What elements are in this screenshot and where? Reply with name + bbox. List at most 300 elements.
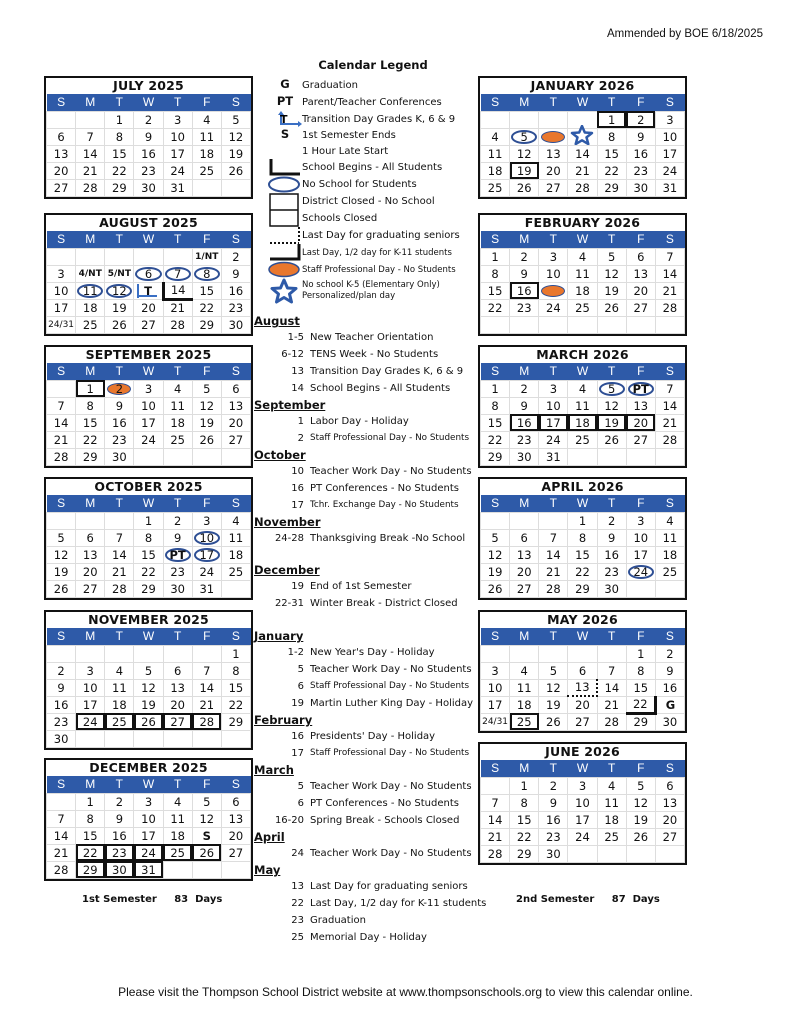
day-cell: 16 <box>221 282 250 299</box>
event-item: 22-31 Winter Break - District Closed <box>274 598 458 609</box>
day-cell: 23 <box>105 431 134 448</box>
day-cell: 26 <box>510 179 539 196</box>
day-cell: 25 <box>76 316 105 333</box>
weekday-header: M <box>510 628 539 645</box>
weekday-header: M <box>510 94 539 111</box>
day-cell: 12 <box>626 794 655 811</box>
month-heading-april: April <box>254 830 285 844</box>
calendar-january-2026 <box>478 76 687 199</box>
month-heading-march: March <box>254 763 294 777</box>
day-cell: 18 <box>76 299 105 316</box>
day-cell: 10 <box>76 679 105 696</box>
day-cell: 15 <box>76 827 105 844</box>
day-cell <box>568 128 597 145</box>
legend-semester-ends: S 1st Semester Ends <box>268 128 478 143</box>
day-cell: 9 <box>105 810 134 827</box>
day-cell: 26 <box>221 162 250 179</box>
day-cell: 30 <box>134 179 163 196</box>
day-cell: 26 <box>192 431 221 448</box>
day-cell: 28 <box>655 299 684 316</box>
event-item: 24 Teacher Work Day - No Students <box>291 848 472 859</box>
day-cell: 8 <box>568 529 597 546</box>
day-cell: 8 <box>221 662 250 679</box>
day-cell: 2 <box>163 512 192 529</box>
thick-bracket-icon <box>268 244 302 261</box>
weekday-header: W <box>134 363 163 380</box>
day-cell <box>76 512 105 529</box>
day-cell: 29 <box>626 713 655 730</box>
day-cell: 12 <box>510 145 539 162</box>
day-cell: 30 <box>105 861 134 878</box>
day-cell: 9 <box>47 679 76 696</box>
day-cell: 3 <box>134 380 163 397</box>
day-cell: 2 <box>510 248 539 265</box>
weekday-header: F <box>626 495 655 512</box>
day-cell: 16 <box>510 414 539 431</box>
day-cell <box>76 248 105 265</box>
day-cell: 27 <box>163 713 192 730</box>
weekday-header: M <box>510 231 539 248</box>
event-item: 13 Last Day for graduating seniors <box>291 881 468 892</box>
day-cell: 8 <box>76 810 105 827</box>
day-cell: 15 <box>481 414 510 431</box>
day-cell <box>192 448 221 465</box>
month-heading-november: November <box>254 515 321 529</box>
day-cell: 10 <box>134 397 163 414</box>
day-cell: 18 <box>192 145 221 162</box>
day-cell: 8 <box>105 128 134 145</box>
day-cell <box>163 448 192 465</box>
weekday-header: S <box>481 231 510 248</box>
day-cell: 24 <box>539 431 568 448</box>
day-cell <box>568 645 597 662</box>
day-cell: 26 <box>192 844 221 861</box>
weekday-header: S <box>655 231 684 248</box>
day-cell: 18 <box>597 811 626 828</box>
day-cell <box>655 448 684 465</box>
day-cell: 2 <box>221 248 250 265</box>
day-cell: 19 <box>597 282 626 299</box>
day-cell: 12 <box>192 810 221 827</box>
weekday-header: T <box>597 495 626 512</box>
day-cell <box>568 316 597 333</box>
legend-staff-pd: Staff Professional Day - No Students <box>268 261 478 278</box>
day-cell: 3 <box>568 777 597 794</box>
day-cell <box>655 316 684 333</box>
day-cell: 28 <box>597 713 626 730</box>
event-item: 6 Staff Professional Day - No Students <box>297 681 470 692</box>
weekday-header: T <box>163 495 192 512</box>
day-cell: 24 <box>539 299 568 316</box>
month-title: NOVEMBER 2025 <box>88 612 209 627</box>
day-cell: 8 <box>481 397 510 414</box>
day-cell: 5/NT <box>105 265 134 282</box>
event-item: 24-28 Thanksgiving Break -No School <box>274 533 466 544</box>
weekday-header: S <box>481 760 510 777</box>
day-cell: 1 <box>76 380 105 397</box>
weekday-header: T <box>105 363 134 380</box>
month-heading-october: October <box>254 448 306 462</box>
weekday-header: T <box>597 628 626 645</box>
day-cell: 11 <box>221 529 250 546</box>
day-cell: 12 <box>134 679 163 696</box>
weekday-header: W <box>134 776 163 793</box>
weekday-header: S <box>47 231 76 248</box>
day-cell: 30 <box>597 580 626 597</box>
day-cell: 4 <box>192 111 221 128</box>
day-cell: 31 <box>192 580 221 597</box>
day-cell: 24 <box>655 162 684 179</box>
day-cell: 17 <box>655 145 684 162</box>
day-cell: 25 <box>568 299 597 316</box>
day-cell: 1 <box>626 645 655 662</box>
day-cell: 18 <box>163 827 192 844</box>
day-cell: 19 <box>539 696 568 713</box>
day-cell: 21 <box>655 414 684 431</box>
weekday-header: W <box>568 94 597 111</box>
day-cell: 11 <box>568 397 597 414</box>
weekday-header: T <box>539 495 568 512</box>
day-cell: 14 <box>47 414 76 431</box>
day-cell: 29 <box>568 580 597 597</box>
day-cell: 26 <box>47 580 76 597</box>
day-cell: 19 <box>134 696 163 713</box>
day-cell <box>105 645 134 662</box>
weekday-header: S <box>655 628 684 645</box>
day-cell: 4 <box>221 512 250 529</box>
day-cell <box>655 580 684 597</box>
day-cell: 12 <box>47 546 76 563</box>
event-item: 6-12 TENS Week - No Students <box>281 349 439 360</box>
day-cell: 8 <box>481 265 510 282</box>
day-cell <box>192 645 221 662</box>
legend-late-start: 1 Hour Late Start <box>302 145 389 157</box>
day-cell: 13 <box>510 546 539 563</box>
event-item: 19 Martin Luther King Day - Holiday <box>291 698 474 709</box>
day-cell: 17 <box>192 546 221 563</box>
weekday-header: S <box>47 495 76 512</box>
day-cell <box>134 448 163 465</box>
day-cell: 24 <box>76 713 105 730</box>
day-cell: 29 <box>134 580 163 597</box>
day-cell: 2 <box>510 380 539 397</box>
day-cell: 4 <box>481 128 510 145</box>
day-cell: 29 <box>76 861 105 878</box>
day-cell: 26 <box>539 713 568 730</box>
day-cell <box>221 448 250 465</box>
day-cell: 18 <box>655 546 684 563</box>
weekday-header: W <box>568 363 597 380</box>
day-cell: 22 <box>481 299 510 316</box>
weekday-header: S <box>481 495 510 512</box>
day-cell: 25 <box>568 431 597 448</box>
day-cell: 6 <box>655 777 684 794</box>
weekday-header: M <box>76 628 105 645</box>
day-cell: 20 <box>163 696 192 713</box>
day-cell: 31 <box>134 861 163 878</box>
day-cell <box>655 845 684 862</box>
event-item: 6 PT Conferences - No Students <box>297 798 459 809</box>
day-cell <box>221 580 250 597</box>
weekday-header: S <box>47 776 76 793</box>
day-cell <box>105 730 134 747</box>
weekday-header: S <box>221 231 250 248</box>
day-cell: 31 <box>539 448 568 465</box>
day-cell: 17 <box>47 299 76 316</box>
day-cell: 2 <box>134 111 163 128</box>
day-cell: 2 <box>105 380 134 397</box>
day-cell: 22 <box>134 563 163 580</box>
orange-oval-icon <box>268 261 302 278</box>
day-cell: 28 <box>539 580 568 597</box>
day-cell: 30 <box>105 448 134 465</box>
day-cell: 13 <box>655 794 684 811</box>
day-cell: 14 <box>47 827 76 844</box>
day-cell: 4 <box>510 662 539 679</box>
day-cell: 15 <box>76 414 105 431</box>
day-cell <box>481 777 510 794</box>
day-cell: 18 <box>221 546 250 563</box>
day-cell: 21 <box>47 844 76 861</box>
day-cell: 11 <box>163 397 192 414</box>
weekday-header: T <box>597 94 626 111</box>
weekday-header: W <box>134 94 163 111</box>
day-cell: 21 <box>655 282 684 299</box>
month-title: OCTOBER 2025 <box>94 479 203 494</box>
day-cell: 28 <box>163 316 192 333</box>
day-cell: 21 <box>163 299 192 316</box>
day-cell: 9 <box>221 265 250 282</box>
month-heading-august: August <box>254 314 300 328</box>
day-cell: 10 <box>192 529 221 546</box>
day-cell: 23 <box>47 713 76 730</box>
day-cell: 20 <box>626 414 655 431</box>
day-cell: 1 <box>481 380 510 397</box>
footer-note: Please visit the Thompson School District website at www.thompsonschools.org to view this calendar online. <box>118 985 693 999</box>
day-cell: 5 <box>192 793 221 810</box>
weekday-header: S <box>481 94 510 111</box>
day-cell: 22 <box>626 696 655 713</box>
day-cell: 12 <box>105 282 134 299</box>
event-item: 17 Tchr. Exchange Day - No Students <box>291 500 459 511</box>
day-cell <box>481 316 510 333</box>
weekday-header: F <box>192 231 221 248</box>
day-cell <box>47 380 76 397</box>
day-cell <box>568 448 597 465</box>
weekday-header: W <box>568 495 597 512</box>
month-title: AUGUST 2025 <box>99 215 198 230</box>
amended-note: Ammended by BOE 6/18/2025 <box>607 28 763 40</box>
weekday-header: W <box>134 628 163 645</box>
legend-no-school: No School for Students <box>268 176 478 193</box>
day-cell: 19 <box>626 811 655 828</box>
day-cell: 6 <box>47 128 76 145</box>
box-icon <box>268 193 302 210</box>
weekday-header: T <box>597 760 626 777</box>
day-cell: 29 <box>105 179 134 196</box>
day-cell <box>76 730 105 747</box>
day-cell: 21 <box>539 563 568 580</box>
day-cell: 16 <box>539 811 568 828</box>
day-cell: 21 <box>192 696 221 713</box>
weekday-header: F <box>192 94 221 111</box>
day-cell <box>510 111 539 128</box>
day-cell: 29 <box>221 713 250 730</box>
day-cell: 28 <box>568 179 597 196</box>
day-cell: 22 <box>597 162 626 179</box>
event-item: 1-2 New Year's Day - Holiday <box>287 647 435 658</box>
day-cell: 21 <box>76 162 105 179</box>
day-cell: 11 <box>105 679 134 696</box>
calendar-legend <box>268 58 478 304</box>
day-cell: 27 <box>626 431 655 448</box>
day-cell: 6 <box>76 529 105 546</box>
day-cell: 7 <box>47 397 76 414</box>
weekday-header: T <box>539 760 568 777</box>
day-cell: 6 <box>626 248 655 265</box>
day-cell: 4 <box>655 512 684 529</box>
day-cell: 12 <box>481 546 510 563</box>
day-cell: 14 <box>163 282 192 299</box>
day-cell: 11 <box>76 282 105 299</box>
day-cell: 23 <box>626 162 655 179</box>
day-cell: 24 <box>626 563 655 580</box>
day-cell: 1 <box>134 512 163 529</box>
day-cell: 29 <box>76 448 105 465</box>
month-title: DECEMBER 2025 <box>89 760 208 775</box>
day-cell: 15 <box>221 679 250 696</box>
day-cell <box>163 248 192 265</box>
day-cell: 21 <box>105 563 134 580</box>
day-cell: 11 <box>597 794 626 811</box>
day-cell: 3 <box>539 248 568 265</box>
day-cell: 22 <box>221 696 250 713</box>
day-cell: 26 <box>626 828 655 845</box>
day-cell <box>163 730 192 747</box>
day-cell <box>597 448 626 465</box>
day-cell: 1 <box>568 512 597 529</box>
weekday-header: T <box>163 363 192 380</box>
day-cell: 22 <box>568 563 597 580</box>
calendar-august-2025 <box>44 213 253 336</box>
day-cell: 9 <box>510 397 539 414</box>
weekday-header: F <box>192 628 221 645</box>
day-cell: 1 <box>510 777 539 794</box>
day-cell: 27 <box>510 580 539 597</box>
weekday-header: F <box>192 495 221 512</box>
day-cell: 3 <box>539 380 568 397</box>
event-item: 14 School Begins - All Students <box>291 383 451 394</box>
day-cell: 7 <box>539 529 568 546</box>
day-cell: 4 <box>568 248 597 265</box>
day-cell: 11 <box>192 128 221 145</box>
day-cell: 2 <box>105 793 134 810</box>
day-cell: 18 <box>510 696 539 713</box>
day-cell: 7 <box>655 380 684 397</box>
day-cell: 19 <box>481 563 510 580</box>
second-semester-days: 2nd Semester 87 Days <box>516 894 660 905</box>
day-cell: 4 <box>163 380 192 397</box>
day-cell: 5 <box>510 128 539 145</box>
day-cell: 11 <box>510 679 539 696</box>
day-cell: 28 <box>655 431 684 448</box>
day-cell: 24 <box>163 162 192 179</box>
day-cell: 28 <box>481 845 510 862</box>
day-cell: 9 <box>597 529 626 546</box>
event-item: 5 Teacher Work Day - No Students <box>297 781 472 792</box>
day-cell <box>47 512 76 529</box>
day-cell: 9 <box>163 529 192 546</box>
day-cell: 21 <box>568 162 597 179</box>
box-icon <box>268 210 302 227</box>
calendar-september-2025 <box>44 345 253 468</box>
day-cell: 23 <box>134 162 163 179</box>
weekday-header: T <box>163 94 192 111</box>
weekday-header: M <box>510 363 539 380</box>
weekday-header: S <box>221 363 250 380</box>
day-cell: PT <box>163 546 192 563</box>
day-cell: 19 <box>221 145 250 162</box>
day-cell <box>481 645 510 662</box>
day-cell: 27 <box>221 431 250 448</box>
day-cell: 24 <box>134 844 163 861</box>
weekday-header: S <box>481 363 510 380</box>
day-cell: 4/NT <box>76 265 105 282</box>
day-cell: 27 <box>655 828 684 845</box>
day-cell: 23 <box>510 299 539 316</box>
day-cell: 25 <box>105 713 134 730</box>
day-cell: 10 <box>481 679 510 696</box>
day-cell <box>539 282 568 299</box>
day-cell: 8 <box>192 265 221 282</box>
day-cell <box>192 730 221 747</box>
day-cell: 27 <box>539 179 568 196</box>
event-item: 16 Presidents' Day - Holiday <box>291 731 436 742</box>
day-cell <box>626 845 655 862</box>
day-cell: 6 <box>221 380 250 397</box>
weekday-header: S <box>221 628 250 645</box>
day-cell: 7 <box>163 265 192 282</box>
day-cell <box>76 645 105 662</box>
day-cell: 30 <box>221 316 250 333</box>
day-cell: 17 <box>134 827 163 844</box>
day-cell: 10 <box>163 128 192 145</box>
day-cell: 31 <box>163 179 192 196</box>
day-cell: 9 <box>655 662 684 679</box>
weekday-header: W <box>568 231 597 248</box>
day-cell: 10 <box>568 794 597 811</box>
weekday-header: M <box>76 495 105 512</box>
day-cell: 1 <box>76 793 105 810</box>
day-cell: 10 <box>134 810 163 827</box>
day-cell: 7 <box>655 248 684 265</box>
legend-district-closed: District Closed - No School <box>268 193 478 210</box>
legend-graduation: G Graduation <box>268 77 478 94</box>
event-item: 17 Staff Professional Day - No Students <box>291 748 470 759</box>
day-cell: 21 <box>47 431 76 448</box>
month-title: SEPTEMBER 2025 <box>85 347 212 362</box>
weekday-header: M <box>510 495 539 512</box>
day-cell: 19 <box>105 299 134 316</box>
day-cell: 22 <box>481 431 510 448</box>
weekday-header: F <box>626 363 655 380</box>
calendar-april-2026 <box>478 477 687 600</box>
day-cell: 11 <box>163 810 192 827</box>
month-title: MAY 2026 <box>547 612 618 627</box>
day-cell: 17 <box>76 696 105 713</box>
day-cell: 3 <box>76 662 105 679</box>
day-cell <box>134 645 163 662</box>
